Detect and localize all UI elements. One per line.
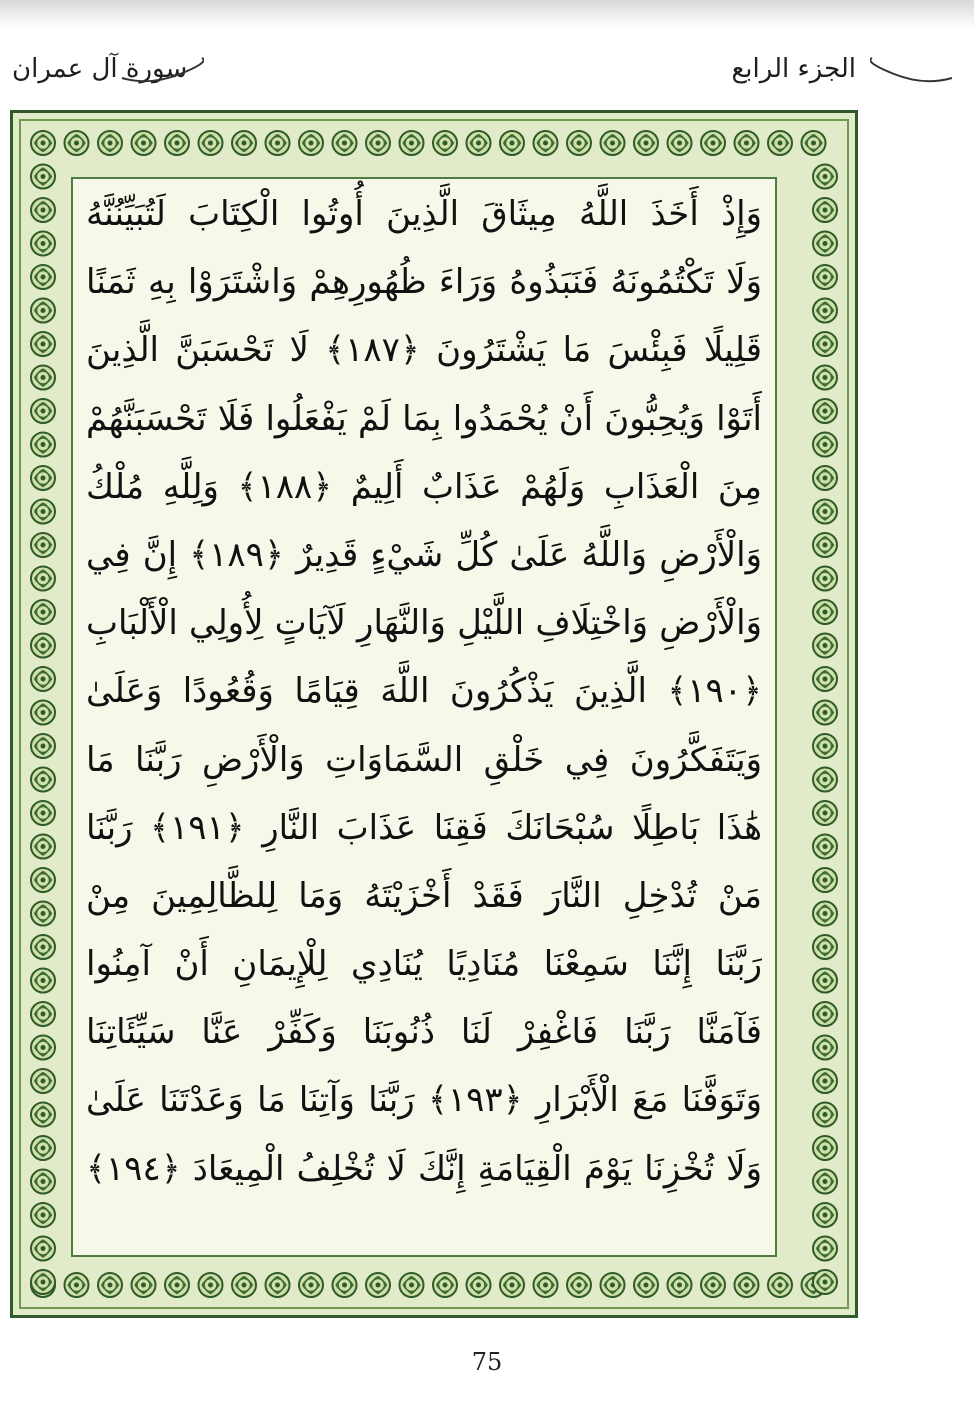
juz-name: الجزء الرابع	[731, 54, 856, 84]
knot-medallion-icon	[813, 768, 837, 792]
knot-medallion-icon	[31, 868, 55, 892]
knot-medallion-icon	[813, 1170, 837, 1194]
knot-medallion-icon	[31, 902, 55, 926]
knot-medallion-icon	[768, 1273, 792, 1297]
knot-medallion-icon	[31, 1036, 55, 1060]
verse-line: هَٰذَا بَاطِلًا سُبْحَانَكَ فَقِنَا عَذَابَ النَّارِ ﴿١٩١﴾ رَبَّنَا	[86, 807, 762, 848]
knot-medallion-icon	[31, 835, 55, 859]
knot-medallion-icon	[467, 1273, 491, 1297]
verse-line: رَبَّنَا إِنَّنَا سَمِعْنَا مُنَادِيًا يُنَادِي لِلْإِيمَانِ أَنْ آمِنُوا	[86, 944, 762, 985]
knot-medallion-icon	[31, 299, 55, 323]
header-swash-right-icon	[870, 48, 954, 88]
verse-line: وَالْأَرْضِ وَاللَّهُ عَلَىٰ كُلِّ شَيْءٍ قَدِيرٌ ﴿١٨٩﴾ إِنَّ فِي	[86, 534, 762, 575]
page-header	[0, 44, 974, 96]
knot-medallion-icon	[132, 1273, 156, 1297]
knot-medallion-icon	[433, 131, 457, 155]
knot-medallion-icon	[634, 131, 658, 155]
knot-medallion-icon	[31, 366, 55, 390]
verse-line: مَنْ تُدْخِلِ النَّارَ فَقَدْ أَخْزَيْتَهُ وَمَا لِلظَّالِمِينَ مِنْ	[86, 875, 762, 916]
knot-medallion-icon	[31, 165, 55, 189]
knot-medallion-icon	[31, 935, 55, 959]
knot-medallion-icon	[668, 1273, 692, 1297]
knot-medallion-icon	[31, 466, 55, 490]
knot-medallion-icon	[701, 131, 725, 155]
knot-medallion-icon	[567, 1273, 591, 1297]
verse-line: وَتَوَفَّنَا مَعَ الْأَبْرَارِ ﴿١٩٣﴾ رَبَّنَا وَآتِنَا مَا وَعَدْتَنَا عَلَىٰ	[86, 1080, 762, 1121]
knot-medallion-icon	[534, 131, 558, 155]
verse-line: وَلَا تَكْتُمُونَهُ فَنَبَذُوهُ وَرَاءَ ظُهُورِهِمْ وَاشْتَرَوْا بِهِ ثَمَنًا	[86, 262, 762, 303]
knot-medallion-icon	[768, 131, 792, 155]
knot-medallion-icon	[467, 131, 491, 155]
knot-medallion-icon	[813, 1002, 837, 1026]
knot-medallion-icon	[813, 198, 837, 222]
knot-medallion-icon	[813, 701, 837, 725]
knot-medallion-icon	[31, 1136, 55, 1160]
knot-medallion-icon	[31, 198, 55, 222]
verse-line: قَلِيلًا فَبِئْسَ مَا يَشْتَرُونَ ﴿١٨٧﴾ لَا تَحْسَبَنَّ الَّذِينَ	[86, 330, 762, 371]
knot-medallion-icon	[98, 1273, 122, 1297]
knot-medallion-icon	[802, 131, 826, 155]
knot-medallion-icon	[701, 1273, 725, 1297]
knot-medallion-icon	[813, 466, 837, 490]
knot-medallion-icon	[31, 500, 55, 524]
verse-line: وَإِذْ أَخَذَ اللَّهُ مِيثَاقَ الَّذِينَ أُوتُوا الْكِتَابَ لَتُبَيِّنُنَّهُ	[86, 194, 762, 234]
knot-medallion-icon	[266, 131, 290, 155]
knot-medallion-icon	[813, 1270, 837, 1294]
knot-medallion-icon	[31, 801, 55, 825]
knot-medallion-icon	[813, 935, 837, 959]
knot-medallion-icon	[199, 1273, 223, 1297]
knot-medallion-icon	[366, 1273, 390, 1297]
knot-medallion-icon	[31, 667, 55, 691]
knot-medallion-icon	[132, 131, 156, 155]
knot-medallion-icon	[735, 131, 759, 155]
knot-medallion-icon	[813, 1203, 837, 1227]
knot-medallion-icon	[813, 868, 837, 892]
knot-medallion-icon	[601, 131, 625, 155]
header-swash-left-icon	[120, 48, 204, 88]
knot-medallion-icon	[534, 1273, 558, 1297]
knot-medallion-icon	[813, 1136, 837, 1160]
knot-medallion-icon	[31, 1103, 55, 1127]
knot-medallion-icon	[31, 634, 55, 658]
knot-medallion-icon	[813, 500, 837, 524]
knot-medallion-icon	[31, 1002, 55, 1026]
knot-medallion-icon	[813, 1069, 837, 1093]
knot-medallion-icon	[813, 667, 837, 691]
knot-medallion-icon	[232, 1273, 256, 1297]
knot-medallion-icon	[31, 433, 55, 457]
knot-medallion-icon	[31, 567, 55, 591]
knot-medallion-icon	[813, 299, 837, 323]
knot-medallion-icon	[813, 600, 837, 624]
knot-medallion-icon	[31, 600, 55, 624]
knot-medallion-icon	[31, 1203, 55, 1227]
knot-medallion-icon	[31, 1069, 55, 1093]
knot-medallion-icon	[634, 1273, 658, 1297]
knot-medallion-icon	[232, 131, 256, 155]
knot-medallion-icon	[31, 768, 55, 792]
knot-medallion-icon	[813, 801, 837, 825]
knot-medallion-icon	[165, 1273, 189, 1297]
knot-medallion-icon	[813, 734, 837, 758]
knot-medallion-icon	[668, 131, 692, 155]
knot-medallion-icon	[433, 1273, 457, 1297]
knot-medallion-icon	[813, 332, 837, 356]
knot-medallion-icon	[813, 366, 837, 390]
surah-name: سورة آل عمران	[12, 54, 188, 84]
verse-line: وَيَتَفَكَّرُونَ فِي خَلْقِ السَّمَاوَاتِ وَالْأَرْضِ رَبَّنَا مَا	[86, 739, 762, 780]
knot-medallion-icon	[813, 165, 837, 189]
knot-medallion-icon	[333, 1273, 357, 1297]
knot-medallion-icon	[31, 332, 55, 356]
verse-line: وَالْأَرْضِ وَاخْتِلَافِ اللَّيْلِ وَالنَّهَارِ لَآيَاتٍ لِأُولِي الْأَلْبَابِ	[86, 603, 762, 644]
knot-medallion-icon	[813, 902, 837, 926]
scan-edge-shadow	[0, 0, 974, 28]
knot-medallion-icon	[813, 232, 837, 256]
knot-medallion-icon	[500, 1273, 524, 1297]
knot-medallion-icon	[31, 1237, 55, 1261]
knot-medallion-icon	[735, 1273, 759, 1297]
verse-line: وَلَا تُخْزِنَا يَوْمَ الْقِيَامَةِ إِنَّكَ لَا تُخْلِفُ الْمِيعَادَ ﴿١٩٤﴾	[86, 1148, 762, 1189]
knot-medallion-icon	[31, 701, 55, 725]
knot-medallion-icon	[31, 969, 55, 993]
knot-medallion-icon	[333, 131, 357, 155]
quran-text-block	[86, 180, 762, 1203]
knot-medallion-icon	[813, 1237, 837, 1261]
knot-medallion-icon	[31, 399, 55, 423]
knot-medallion-icon	[813, 634, 837, 658]
knot-medallion-icon	[199, 131, 223, 155]
knot-medallion-icon	[813, 1103, 837, 1127]
knot-medallion-icon	[400, 1273, 424, 1297]
knot-medallion-icon	[299, 131, 323, 155]
knot-medallion-icon	[165, 131, 189, 155]
verse-line: مِنَ الْعَذَابِ وَلَهُمْ عَذَابٌ أَلِيمٌ ﴿١٨٨﴾ وَلِلَّهِ مُلْكُ	[86, 466, 762, 507]
knot-medallion-icon	[400, 131, 424, 155]
knot-medallion-icon	[31, 232, 55, 256]
knot-medallion-icon	[500, 131, 524, 155]
knot-medallion-icon	[31, 1270, 55, 1294]
knot-medallion-icon	[813, 533, 837, 557]
knot-medallion-icon	[813, 433, 837, 457]
verse-line: فَآمَنَّا رَبَّنَا فَاغْفِرْ لَنَا ذُنُوبَنَا وَكَفِّرْ عَنَّا سَيِّئَاتِنَا	[86, 1012, 762, 1053]
knot-medallion-icon	[31, 131, 55, 155]
knot-medallion-icon	[65, 131, 89, 155]
knot-medallion-icon	[366, 131, 390, 155]
knot-medallion-icon	[567, 131, 591, 155]
knot-medallion-icon	[98, 131, 122, 155]
knot-medallion-icon	[601, 1273, 625, 1297]
knot-medallion-icon	[813, 835, 837, 859]
knot-medallion-icon	[299, 1273, 323, 1297]
knot-medallion-icon	[31, 734, 55, 758]
knot-medallion-icon	[813, 567, 837, 591]
page-number: 75	[471, 1348, 503, 1376]
knot-medallion-icon	[31, 533, 55, 557]
knot-medallion-icon	[813, 265, 837, 289]
verse-line: ﴿١٩٠﴾ الَّذِينَ يَذْكُرُونَ اللَّهَ قِيَامًا وَقُعُودًا وَعَلَىٰ	[86, 671, 762, 712]
verse-line: أَتَوْا وَيُحِبُّونَ أَنْ يُحْمَدُوا بِمَا لَمْ يَفْعَلُوا فَلَا تَحْسَبَنَّهُمْ	[86, 398, 762, 439]
knot-medallion-icon	[31, 1170, 55, 1194]
knot-medallion-icon	[65, 1273, 89, 1297]
knot-medallion-icon	[266, 1273, 290, 1297]
knot-medallion-icon	[813, 1036, 837, 1060]
knot-medallion-icon	[31, 265, 55, 289]
knot-medallion-icon	[813, 969, 837, 993]
knot-medallion-icon	[813, 399, 837, 423]
